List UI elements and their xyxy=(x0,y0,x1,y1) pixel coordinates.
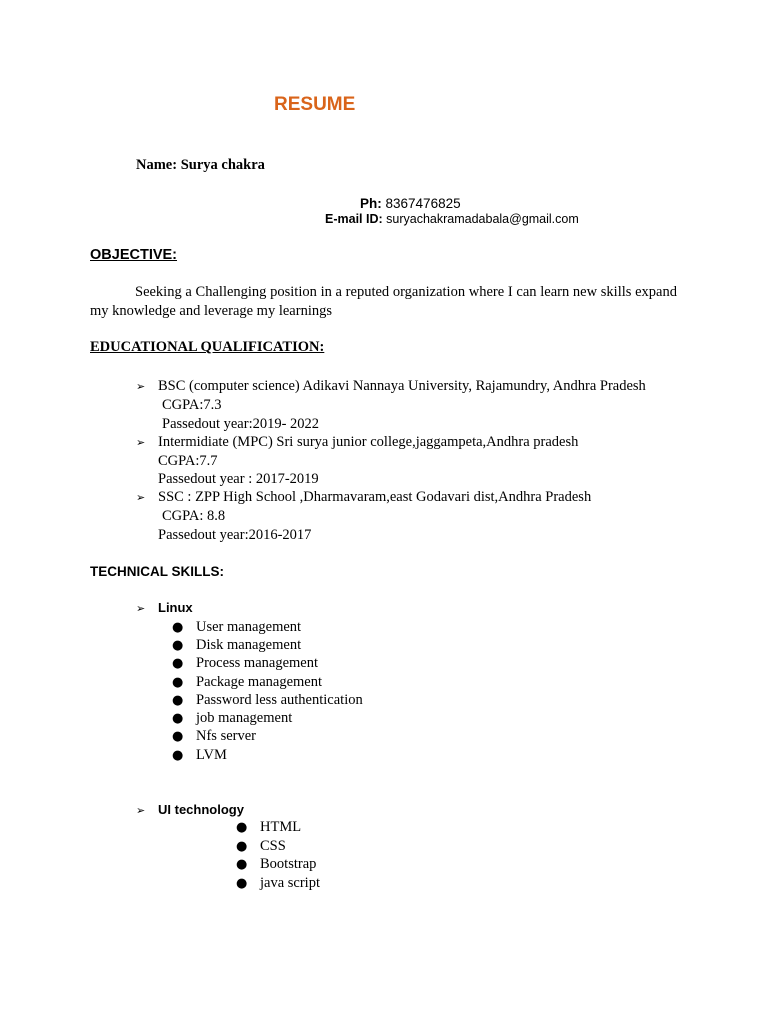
phone-line xyxy=(360,196,461,211)
education-cgpa: CGPA: 8.8 xyxy=(162,508,226,524)
skill-item: java script xyxy=(260,875,320,891)
bullet-icon: ● xyxy=(172,693,184,708)
education-cgpa: CGPA:7.3 xyxy=(162,397,222,413)
skill-item: Process management xyxy=(196,655,319,671)
education-year: Passedout year:2016-2017 xyxy=(158,527,312,543)
skill-item: Package management xyxy=(196,674,323,690)
phone-number: 8367476825 xyxy=(385,196,461,211)
phone-label: Ph: xyxy=(360,196,382,211)
bullet-icon: ● xyxy=(236,876,248,891)
bullet-icon: ● xyxy=(172,675,184,690)
skill-item: User management xyxy=(196,619,302,635)
bullet-icon: ● xyxy=(172,620,184,635)
skill-item: job management xyxy=(196,710,293,726)
education-heading: EDUCATIONAL QUALIFICATION: xyxy=(90,339,325,355)
skill-group-title: Linux xyxy=(158,600,193,615)
bullet-icon: ● xyxy=(236,839,248,854)
bullet-icon: ● xyxy=(172,711,184,726)
bullet-icon: ● xyxy=(172,729,184,744)
objective-heading: OBJECTIVE: xyxy=(90,247,178,263)
education-institution: Intermidiate (MPC) Sri surya junior college,jaggampeta,Andhra pradesh xyxy=(158,434,579,450)
technical-skills-heading: TECHNICAL SKILLS: xyxy=(90,564,224,579)
skill-item: CSS xyxy=(260,838,286,854)
arrow-bullet-icon: ➢ xyxy=(136,436,146,449)
arrow-bullet-icon: ➢ xyxy=(136,491,146,504)
skill-item: HTML xyxy=(260,819,302,835)
arrow-bullet-icon: ➢ xyxy=(136,380,146,393)
arrow-bullet-icon: ➢ xyxy=(136,804,146,817)
education-cgpa: CGPA:7.7 xyxy=(158,453,218,469)
arrow-bullet-icon: ➢ xyxy=(136,602,146,615)
email-address: suryachakramadabala@gmail.com xyxy=(386,212,579,226)
education-year: Passedout year : 2017-2019 xyxy=(158,471,319,487)
bullet-icon: ● xyxy=(236,820,248,835)
candidate-name: Name: Surya chakra xyxy=(136,157,265,173)
education-institution: BSC (computer science) Adikavi Nannaya University, Rajamundry, Andhra Pradesh xyxy=(158,378,646,394)
bullet-icon: ● xyxy=(172,748,184,763)
skill-item: Disk management xyxy=(196,637,302,653)
skill-item: Bootstrap xyxy=(260,856,317,872)
email-line xyxy=(325,212,579,226)
objective-text: Seeking a Challenging position in a reputed organization where I can learn new skills expand my knowledge and leverage my learnings xyxy=(90,284,677,319)
skill-item: Nfs server xyxy=(196,728,256,744)
bullet-icon: ● xyxy=(236,857,248,872)
bullet-icon: ● xyxy=(172,638,184,653)
education-institution: SSC : ZPP High School ,Dharmavaram,east Godavari dist,Andhra Pradesh xyxy=(158,489,592,505)
skill-item: Password less authentication xyxy=(196,692,363,708)
education-year: Passedout year:2019- 2022 xyxy=(162,416,320,432)
skill-group-title: UI technology xyxy=(158,802,244,817)
bullet-icon: ● xyxy=(172,656,184,671)
email-label: E-mail ID: xyxy=(325,212,383,226)
skill-item: LVM xyxy=(196,747,227,763)
resume-title: RESUME xyxy=(274,94,356,115)
